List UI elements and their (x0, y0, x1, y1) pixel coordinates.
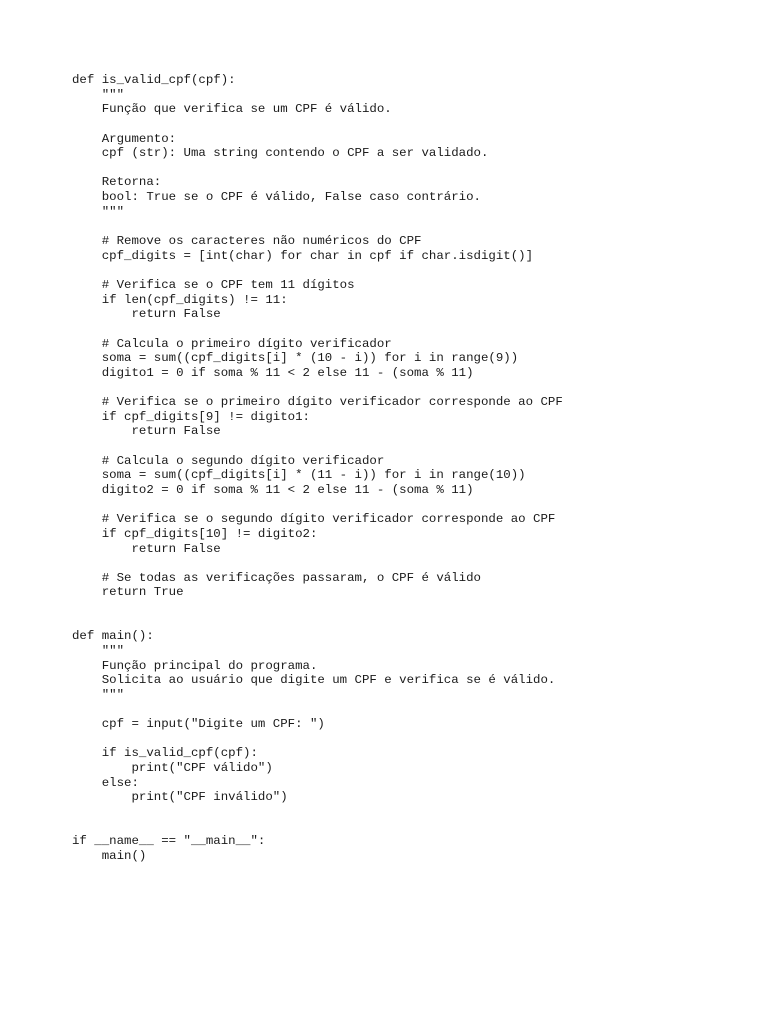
code-line: cpf = input("Digite um CPF: ") (72, 717, 325, 732)
code-line: """ (72, 204, 125, 219)
code-line: # Remove os caracteres não numéricos do CPF (72, 234, 422, 249)
code-line: Solicita ao usuário que digite um CPF e verifica se é válido. (72, 673, 556, 688)
code-line (72, 439, 563, 454)
code-line: if cpf_digits[9] != digito1: (72, 409, 310, 424)
code-line (72, 263, 563, 278)
code-line: """ (72, 643, 125, 658)
code-line: # Calcula o primeiro dígito verificador (72, 336, 392, 351)
code-line: Função que verifica se um CPF é válido. (72, 102, 392, 117)
code-block (72, 73, 563, 864)
code-line: return True (72, 585, 184, 600)
code-line: main() (72, 848, 147, 863)
code-line: return False (72, 424, 221, 439)
code-line: return False (72, 307, 221, 322)
code-line: def main(): (72, 629, 154, 644)
code-line: if __name__ == "__main__": (72, 834, 266, 849)
code-line: Retorna: (72, 175, 162, 190)
code-line: if is_valid_cpf(cpf): (72, 746, 258, 761)
code-line: return False (72, 541, 221, 556)
code-line (72, 820, 563, 835)
code-line: if len(cpf_digits) != 11: (72, 292, 288, 307)
code-line: # Verifica se o primeiro dígito verificador corresponde ao CPF (72, 395, 563, 410)
code-line (72, 498, 563, 513)
code-line: # Calcula o segundo dígito verificador (72, 453, 385, 468)
code-line: """ (72, 687, 125, 702)
code-line: else: (72, 775, 139, 790)
code-line (72, 703, 563, 718)
code-line (72, 615, 563, 630)
code-line: soma = sum((cpf_digits[i] * (11 - i)) for i in range(10)) (72, 468, 526, 483)
code-line (72, 805, 563, 820)
code-line (72, 380, 563, 395)
code-line: Função principal do programa. (72, 658, 318, 673)
code-line: """ (72, 87, 125, 102)
code-line: print("CPF válido") (72, 761, 273, 776)
code-line: digito1 = 0 if soma % 11 < 2 else 11 - (soma % 11) (72, 365, 474, 380)
code-line: if cpf_digits[10] != digito2: (72, 526, 318, 541)
code-line (72, 556, 563, 571)
code-line: Argumento: (72, 131, 177, 146)
code-line: # Se todas as verificações passaram, o CPF é válido (72, 570, 481, 585)
code-line: # Verifica se o segundo dígito verificador corresponde ao CPF (72, 512, 556, 527)
code-line (72, 117, 563, 132)
code-line (72, 161, 563, 176)
code-line (72, 732, 563, 747)
code-line: digito2 = 0 if soma % 11 < 2 else 11 - (soma % 11) (72, 482, 474, 497)
code-line (72, 600, 563, 615)
code-line: bool: True se o CPF é válido, False caso contrário. (72, 190, 481, 205)
code-line (72, 322, 563, 337)
code-line: print("CPF inválido") (72, 790, 288, 805)
code-line: # Verifica se o CPF tem 11 dígitos (72, 277, 355, 292)
code-line: cpf (str): Uma string contendo o CPF a ser validado. (72, 146, 489, 161)
code-line: cpf_digits = [int(char) for char in cpf if char.isdigit()] (72, 248, 534, 263)
code-line: soma = sum((cpf_digits[i] * (10 - i)) for i in range(9)) (72, 351, 519, 366)
code-line: def is_valid_cpf(cpf): (72, 73, 236, 87)
code-line (72, 219, 563, 234)
